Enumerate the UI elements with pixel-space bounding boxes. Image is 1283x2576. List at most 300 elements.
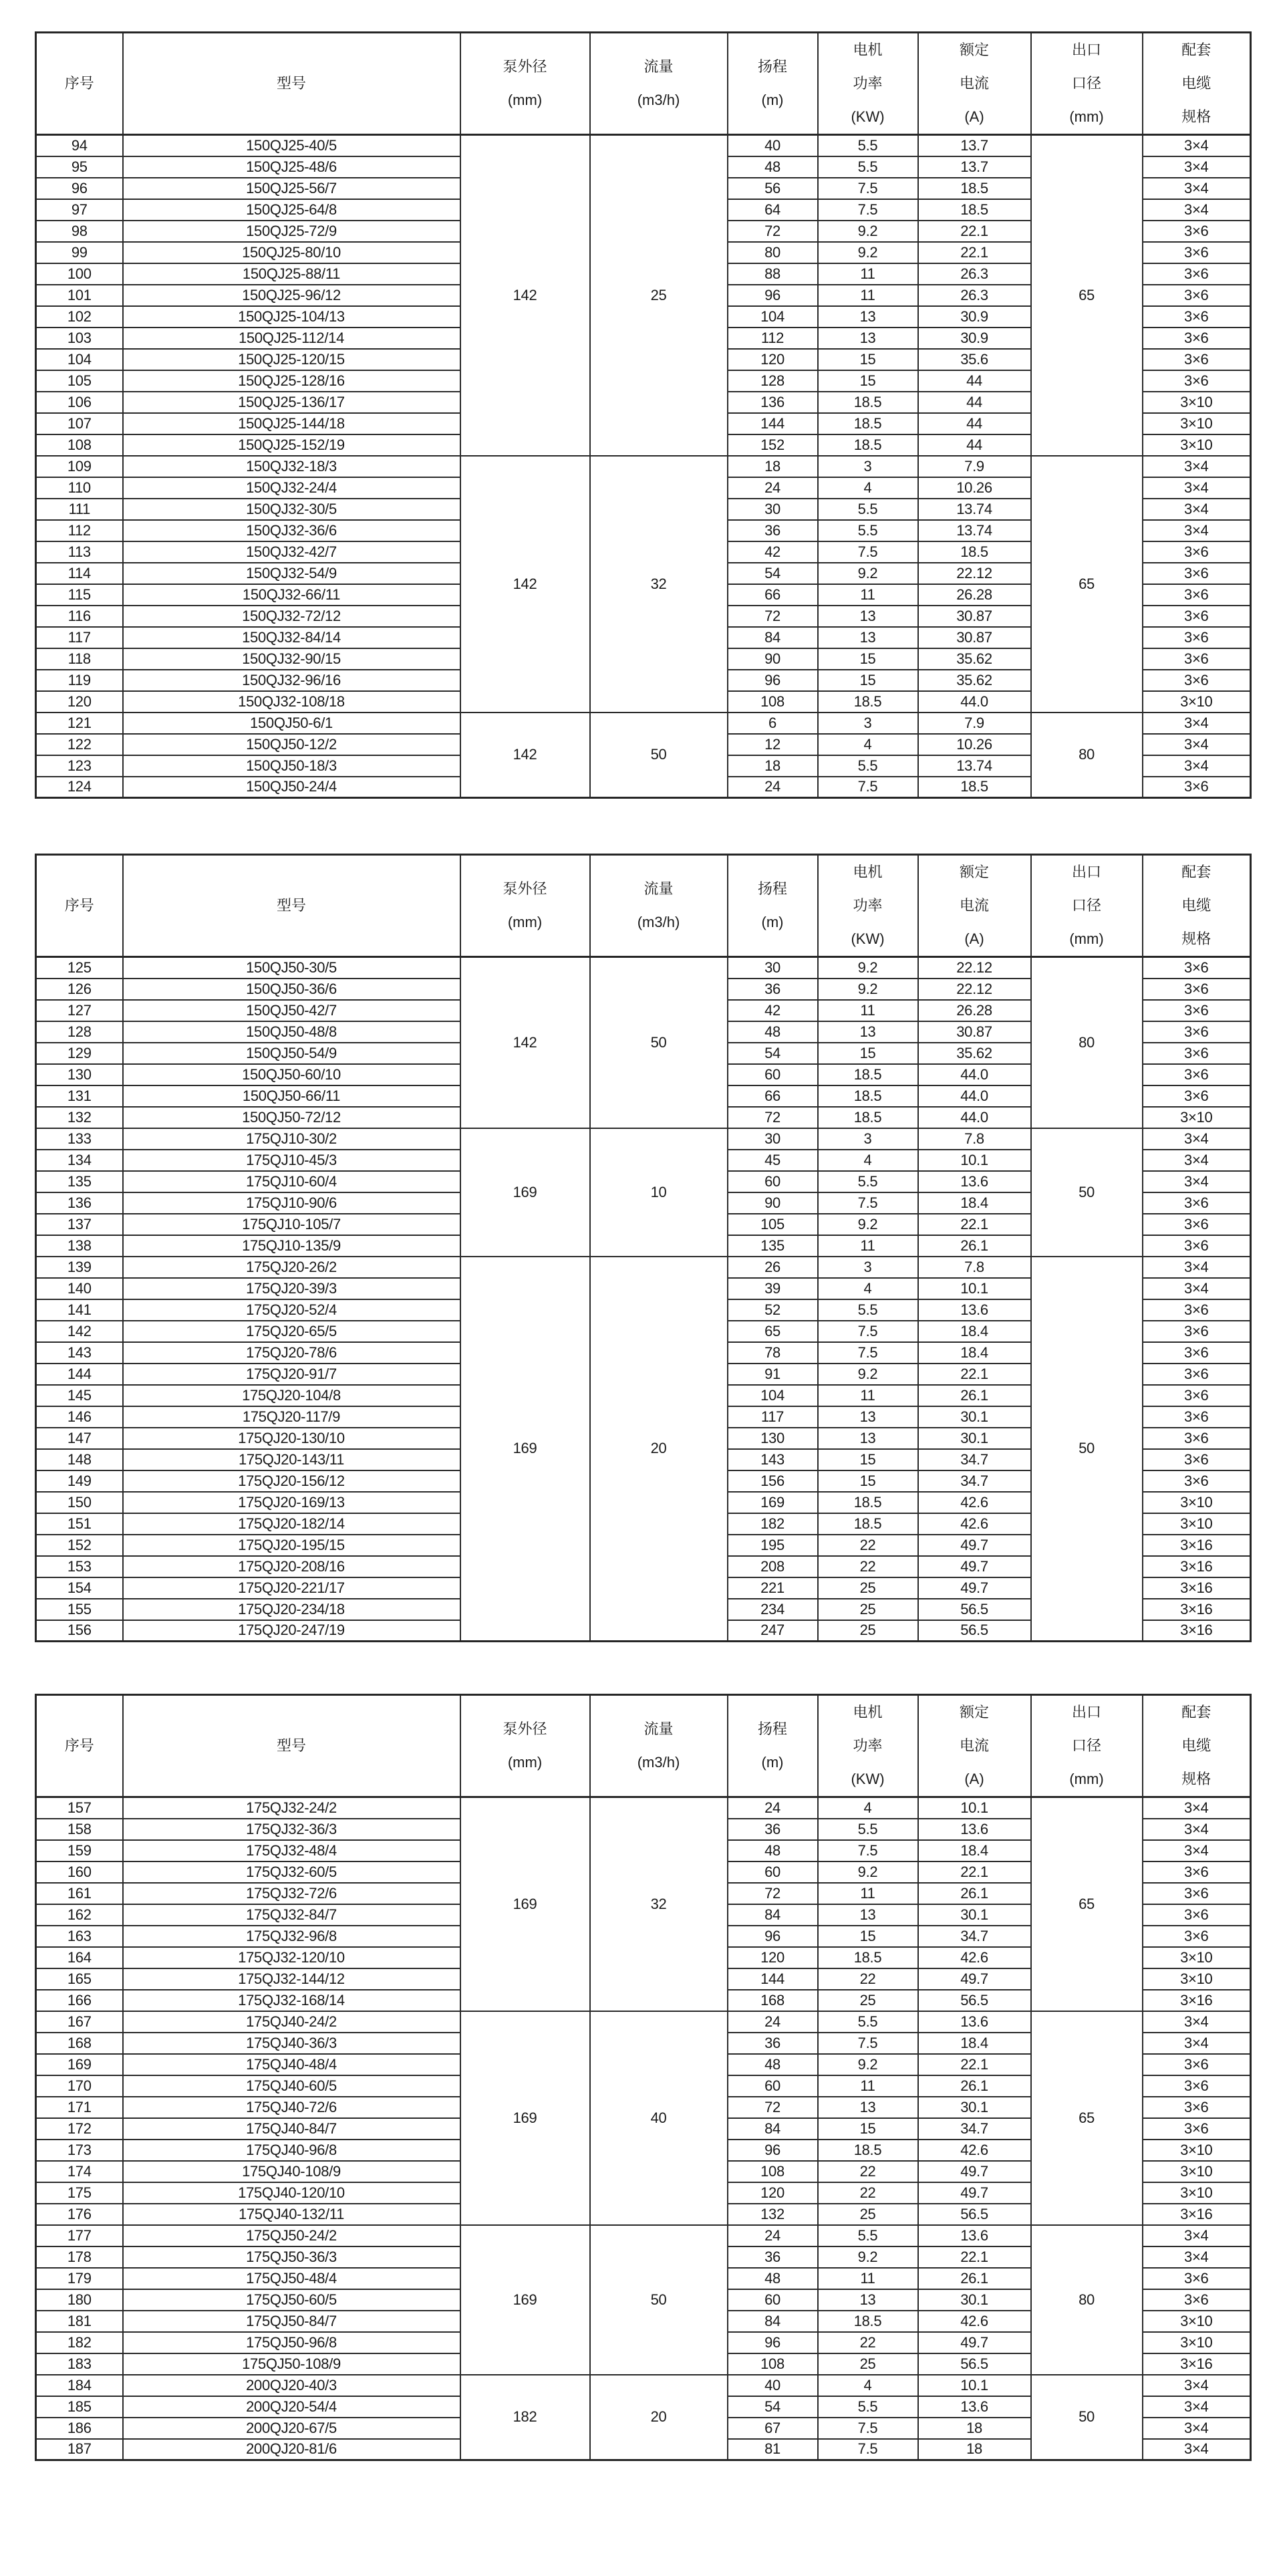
- cell-rated-current: 13.74: [918, 755, 1031, 777]
- cell-head: 48: [728, 1021, 818, 1043]
- cell-model: 200QJ20-54/4: [123, 2396, 460, 2418]
- cell-motor-power: 3: [818, 713, 918, 734]
- cell-flow-rate: 32: [590, 1797, 728, 2011]
- cell-serial-no: 116: [36, 606, 123, 627]
- column-header-power: [818, 855, 918, 957]
- cell-outlet-diameter: 80: [1031, 713, 1143, 798]
- cell-head: 24: [728, 2011, 818, 2033]
- cell-head: 120: [728, 2182, 818, 2204]
- header-row: [36, 1695, 1251, 1797]
- cell-head: 36: [728, 2033, 818, 2054]
- cell-head: 156: [728, 1470, 818, 1492]
- cell-flow-rate: 50: [590, 957, 728, 1128]
- cell-serial-no: 156: [36, 1620, 123, 1642]
- cell-motor-power: 15: [818, 1470, 918, 1492]
- cell-cable-spec: 3×4: [1143, 1150, 1251, 1171]
- cell-cable-spec: 3×6: [1143, 2289, 1251, 2311]
- cell-model: 175QJ32-72/6: [123, 1883, 460, 1904]
- column-header-power: [818, 33, 918, 135]
- cell-motor-power: 25: [818, 1990, 918, 2011]
- cell-head: 120: [728, 1947, 818, 1968]
- cell-motor-power: 15: [818, 1043, 918, 1064]
- cell-cable-spec: 3×6: [1143, 1406, 1251, 1428]
- column-header-line: 规格: [1181, 108, 1211, 125]
- cell-head: 96: [728, 2332, 818, 2353]
- cell-head: 144: [728, 1968, 818, 1990]
- cell-head: 132: [728, 2204, 818, 2225]
- cell-cable-spec: 3×4: [1143, 1819, 1251, 1840]
- cell-rated-current: 44: [918, 392, 1031, 413]
- cell-model: 175QJ20-52/4: [123, 1299, 460, 1321]
- cell-model: 150QJ25-80/10: [123, 242, 460, 263]
- column-header-line: (A): [964, 930, 984, 947]
- column-header-line: 型号: [276, 1737, 306, 1754]
- cell-serial-no: 152: [36, 1535, 123, 1556]
- cell-cable-spec: 3×6: [1143, 1235, 1251, 1257]
- cell-cable-spec: 3×4: [1143, 499, 1251, 520]
- cell-rated-current: 18: [918, 2439, 1031, 2460]
- cell-rated-current: 56.5: [918, 1620, 1031, 1642]
- cell-head: 247: [728, 1620, 818, 1642]
- cell-cable-spec: 3×10: [1143, 2140, 1251, 2161]
- cell-head: 18: [728, 755, 818, 777]
- cell-serial-no: 139: [36, 1257, 123, 1278]
- cell-serial-no: 159: [36, 1840, 123, 1861]
- cell-model: 175QJ20-26/2: [123, 1257, 460, 1278]
- cell-flow-rate: 25: [590, 135, 728, 456]
- cell-serial-no: 103: [36, 328, 123, 349]
- cell-motor-power: 3: [818, 1257, 918, 1278]
- cell-cable-spec: 3×6: [1143, 648, 1251, 670]
- cell-cable-spec: 3×10: [1143, 413, 1251, 434]
- cell-head: 96: [728, 2140, 818, 2161]
- table-row: [36, 1257, 1251, 1278]
- cell-head: 120: [728, 349, 818, 370]
- cell-pump-outer-diameter: 169: [460, 1797, 590, 2011]
- cell-motor-power: 18.5: [818, 1107, 918, 1128]
- cell-model: 150QJ25-64/8: [123, 199, 460, 221]
- cell-rated-current: 42.6: [918, 1492, 1031, 1513]
- column-header-line: 功率: [853, 897, 883, 914]
- cell-model: 175QJ40-108/9: [123, 2161, 460, 2182]
- cell-cable-spec: 3×6: [1143, 2118, 1251, 2140]
- cell-rated-current: 30.1: [918, 1406, 1031, 1428]
- cell-cable-spec: 3×6: [1143, 2268, 1251, 2289]
- cell-model: 150QJ32-96/16: [123, 670, 460, 691]
- cell-serial-no: 173: [36, 2140, 123, 2161]
- cell-serial-no: 157: [36, 1797, 123, 1819]
- cell-motor-power: 13: [818, 2289, 918, 2311]
- column-header-line: (mm): [507, 1754, 543, 1771]
- cell-head: 60: [728, 1171, 818, 1192]
- cell-rated-current: 26.28: [918, 1000, 1031, 1021]
- cell-cable-spec: 3×6: [1143, 1299, 1251, 1321]
- cell-model: 150QJ25-152/19: [123, 434, 460, 456]
- cell-serial-no: 133: [36, 1128, 123, 1150]
- cell-model: 175QJ40-24/2: [123, 2011, 460, 2033]
- cell-motor-power: 5.5: [818, 135, 918, 156]
- column-header-no: [36, 33, 123, 135]
- column-header-line: (A): [964, 1771, 984, 1787]
- cell-motor-power: 25: [818, 1620, 918, 1642]
- cell-cable-spec: 3×6: [1143, 1883, 1251, 1904]
- cell-cable-spec: 3×4: [1143, 178, 1251, 199]
- column-header-line: 规格: [1181, 1771, 1211, 1787]
- cell-model: 150QJ32-66/11: [123, 584, 460, 606]
- cell-rated-current: 30.1: [918, 2097, 1031, 2118]
- cell-model: 175QJ10-60/4: [123, 1171, 460, 1192]
- cell-head: 72: [728, 221, 818, 242]
- column-header-line: 型号: [276, 897, 306, 914]
- cell-serial-no: 154: [36, 1577, 123, 1599]
- cell-head: 24: [728, 1797, 818, 1819]
- cell-rated-current: 30.87: [918, 606, 1031, 627]
- cell-motor-power: 7.5: [818, 2418, 918, 2439]
- cell-head: 182: [728, 1513, 818, 1535]
- cell-head: 60: [728, 1861, 818, 1883]
- cell-motor-power: 11: [818, 1883, 918, 1904]
- cell-cable-spec: 3×6: [1143, 1192, 1251, 1214]
- cell-head: 108: [728, 691, 818, 713]
- cell-motor-power: 18.5: [818, 1513, 918, 1535]
- cell-motor-power: 18.5: [818, 1085, 918, 1107]
- cell-motor-power: 18.5: [818, 392, 918, 413]
- cell-rated-current: 22.12: [918, 957, 1031, 979]
- cell-rated-current: 44: [918, 413, 1031, 434]
- cell-model: 175QJ20-130/10: [123, 1428, 460, 1449]
- cell-serial-no: 155: [36, 1599, 123, 1620]
- cell-rated-current: 13.7: [918, 156, 1031, 178]
- cell-head: 88: [728, 263, 818, 285]
- cell-model: 175QJ32-84/7: [123, 1904, 460, 1926]
- cell-motor-power: 7.5: [818, 1342, 918, 1364]
- cell-cable-spec: 3×6: [1143, 370, 1251, 392]
- cell-rated-current: 13.6: [918, 1299, 1031, 1321]
- cell-rated-current: 56.5: [918, 1599, 1031, 1620]
- cell-pump-outer-diameter: 169: [460, 1257, 590, 1642]
- cell-motor-power: 5.5: [818, 2225, 918, 2246]
- cell-serial-no: 135: [36, 1171, 123, 1192]
- cell-cable-spec: 3×16: [1143, 2353, 1251, 2375]
- cell-flow-rate: 32: [590, 456, 728, 713]
- cell-serial-no: 165: [36, 1968, 123, 1990]
- cell-serial-no: 128: [36, 1021, 123, 1043]
- cell-cable-spec: 3×4: [1143, 456, 1251, 477]
- cell-head: 117: [728, 1406, 818, 1428]
- column-header-line: 出口: [1071, 41, 1101, 58]
- cell-head: 40: [728, 2375, 818, 2396]
- cell-serial-no: 160: [36, 1861, 123, 1883]
- cell-head: 104: [728, 306, 818, 328]
- cell-cable-spec: 3×6: [1143, 606, 1251, 627]
- cell-rated-current: 34.7: [918, 1449, 1031, 1470]
- cell-rated-current: 22.1: [918, 1364, 1031, 1385]
- cell-serial-no: 170: [36, 2075, 123, 2097]
- cell-rated-current: 7.9: [918, 713, 1031, 734]
- cell-serial-no: 181: [36, 2311, 123, 2332]
- cell-cable-spec: 3×4: [1143, 755, 1251, 777]
- column-header-line: (m): [761, 914, 784, 930]
- cell-serial-no: 119: [36, 670, 123, 691]
- cell-motor-power: 7.5: [818, 178, 918, 199]
- cell-rated-current: 22.1: [918, 242, 1031, 263]
- cell-rated-current: 44: [918, 370, 1031, 392]
- cell-pump-outer-diameter: 169: [460, 2225, 590, 2375]
- cell-serial-no: 158: [36, 1819, 123, 1840]
- cell-cable-spec: 3×4: [1143, 156, 1251, 178]
- cell-model: 150QJ25-48/6: [123, 156, 460, 178]
- cell-serial-no: 121: [36, 713, 123, 734]
- cell-motor-power: 18.5: [818, 691, 918, 713]
- column-header-flow: [590, 855, 728, 957]
- column-header-power: [818, 1695, 918, 1797]
- cell-model: 175QJ20-143/11: [123, 1449, 460, 1470]
- column-header-line: (m3/h): [637, 1754, 680, 1771]
- cell-head: 56: [728, 178, 818, 199]
- cell-model: 175QJ50-24/2: [123, 2225, 460, 2246]
- cell-serial-no: 166: [36, 1990, 123, 2011]
- cell-rated-current: 18.4: [918, 1342, 1031, 1364]
- cell-motor-power: 11: [818, 263, 918, 285]
- table-row: [36, 135, 1251, 156]
- header-row: [36, 855, 1251, 957]
- cell-cable-spec: 3×10: [1143, 2182, 1251, 2204]
- cell-motor-power: 11: [818, 285, 918, 306]
- cell-motor-power: 22: [818, 2161, 918, 2182]
- cell-model: 150QJ25-120/15: [123, 349, 460, 370]
- cell-cable-spec: 3×6: [1143, 1000, 1251, 1021]
- column-header-line: 出口: [1071, 864, 1101, 880]
- table-row: [36, 456, 1251, 477]
- cell-rated-current: 26.28: [918, 584, 1031, 606]
- cell-serial-no: 182: [36, 2332, 123, 2353]
- cell-cable-spec: 3×4: [1143, 1278, 1251, 1299]
- cell-model: 200QJ20-67/5: [123, 2418, 460, 2439]
- cell-head: 169: [728, 1492, 818, 1513]
- cell-cable-spec: 3×4: [1143, 1128, 1251, 1150]
- cell-serial-no: 113: [36, 541, 123, 563]
- column-header-line: 流量: [644, 1720, 674, 1737]
- cell-serial-no: 147: [36, 1428, 123, 1449]
- cell-serial-no: 99: [36, 242, 123, 263]
- cell-head: 96: [728, 1926, 818, 1947]
- cell-head: 152: [728, 434, 818, 456]
- cell-serial-no: 169: [36, 2054, 123, 2075]
- column-header-line: 额定: [959, 1704, 989, 1720]
- column-header-line: (mm): [507, 92, 543, 108]
- cell-motor-power: 15: [818, 1449, 918, 1470]
- column-header-head: [728, 33, 818, 135]
- cell-serial-no: 111: [36, 499, 123, 520]
- cell-motor-power: 15: [818, 2118, 918, 2140]
- column-header-out: [1031, 33, 1143, 135]
- cell-motor-power: 5.5: [818, 2396, 918, 2418]
- cell-motor-power: 5.5: [818, 2011, 918, 2033]
- column-header-line: (mm): [1069, 930, 1104, 947]
- column-header-line: 型号: [276, 75, 306, 92]
- column-header-od: [460, 33, 590, 135]
- column-header-line: (KW): [851, 108, 885, 125]
- column-header-line: 额定: [959, 864, 989, 880]
- cell-head: 108: [728, 2161, 818, 2182]
- table-row: [36, 713, 1251, 734]
- cell-model: 175QJ50-96/8: [123, 2332, 460, 2353]
- cell-rated-current: 49.7: [918, 1535, 1031, 1556]
- cell-head: 30: [728, 957, 818, 979]
- cell-model: 150QJ50-72/12: [123, 1107, 460, 1128]
- cell-rated-current: 22.1: [918, 2054, 1031, 2075]
- cell-rated-current: 44.0: [918, 691, 1031, 713]
- cell-serial-no: 98: [36, 221, 123, 242]
- cell-rated-current: 30.1: [918, 1904, 1031, 1926]
- cell-rated-current: 42.6: [918, 2311, 1031, 2332]
- cell-model: 175QJ32-36/3: [123, 1819, 460, 1840]
- cell-cable-spec: 3×4: [1143, 2418, 1251, 2439]
- spec-table-3: [35, 1694, 1252, 2461]
- cell-head: 135: [728, 1235, 818, 1257]
- column-header-head: [728, 1695, 818, 1797]
- column-header-out: [1031, 1695, 1143, 1797]
- cell-head: 72: [728, 2097, 818, 2118]
- cell-model: 175QJ20-169/13: [123, 1492, 460, 1513]
- cell-model: 150QJ50-12/2: [123, 734, 460, 755]
- cell-motor-power: 4: [818, 1797, 918, 1819]
- cell-head: 54: [728, 2396, 818, 2418]
- cell-motor-power: 11: [818, 2268, 918, 2289]
- cell-serial-no: 180: [36, 2289, 123, 2311]
- cell-cable-spec: 3×4: [1143, 2375, 1251, 2396]
- cell-head: 30: [728, 499, 818, 520]
- cell-cable-spec: 3×6: [1143, 1214, 1251, 1235]
- table-row: [36, 2225, 1251, 2246]
- cell-cable-spec: 3×6: [1143, 1043, 1251, 1064]
- cell-serial-no: 168: [36, 2033, 123, 2054]
- cell-motor-power: 4: [818, 2375, 918, 2396]
- cell-head: 39: [728, 1278, 818, 1299]
- table-row: [36, 1128, 1251, 1150]
- cell-motor-power: 13: [818, 1021, 918, 1043]
- cell-motor-power: 18.5: [818, 1064, 918, 1085]
- cell-model: 175QJ32-120/10: [123, 1947, 460, 1968]
- cell-rated-current: 56.5: [918, 2204, 1031, 2225]
- cell-rated-current: 26.3: [918, 263, 1031, 285]
- cell-cable-spec: 3×16: [1143, 1990, 1251, 2011]
- cell-serial-no: 136: [36, 1192, 123, 1214]
- cell-serial-no: 112: [36, 520, 123, 541]
- cell-head: 72: [728, 1107, 818, 1128]
- table-row: [36, 2375, 1251, 2396]
- cell-motor-power: 11: [818, 1235, 918, 1257]
- cell-serial-no: 179: [36, 2268, 123, 2289]
- column-header-line: 口径: [1071, 75, 1101, 92]
- cell-motor-power: 25: [818, 2353, 918, 2375]
- cell-pump-outer-diameter: 182: [460, 2375, 590, 2460]
- cell-cable-spec: 3×6: [1143, 2054, 1251, 2075]
- cell-motor-power: 3: [818, 1128, 918, 1150]
- cell-model: 175QJ40-36/3: [123, 2033, 460, 2054]
- cell-rated-current: 26.1: [918, 2268, 1031, 2289]
- cell-rated-current: 18.5: [918, 541, 1031, 563]
- column-header-line: (mm): [507, 914, 543, 930]
- cell-head: 42: [728, 1000, 818, 1021]
- cell-cable-spec: 3×4: [1143, 2011, 1251, 2033]
- cell-rated-current: 35.62: [918, 1043, 1031, 1064]
- column-header-line: (mm): [1069, 108, 1104, 125]
- cell-head: 96: [728, 670, 818, 691]
- column-header-curr: [918, 855, 1031, 957]
- column-header-line: 功率: [853, 75, 883, 92]
- cell-motor-power: 7.5: [818, 2033, 918, 2054]
- cell-rated-current: 10.1: [918, 1150, 1031, 1171]
- cell-rated-current: 18.5: [918, 777, 1031, 798]
- cell-cable-spec: 3×4: [1143, 2396, 1251, 2418]
- cell-cable-spec: 3×10: [1143, 1107, 1251, 1128]
- cell-serial-no: 141: [36, 1299, 123, 1321]
- cell-motor-power: 18.5: [818, 434, 918, 456]
- cell-rated-current: 18.4: [918, 2033, 1031, 2054]
- cell-head: 24: [728, 777, 818, 798]
- cell-rated-current: 22.12: [918, 979, 1031, 1000]
- cell-motor-power: 25: [818, 1577, 918, 1599]
- cell-cable-spec: 3×6: [1143, 627, 1251, 648]
- cell-serial-no: 102: [36, 306, 123, 328]
- cell-model: 150QJ32-84/14: [123, 627, 460, 648]
- cell-cable-spec: 3×6: [1143, 1904, 1251, 1926]
- column-header-flow: [590, 1695, 728, 1797]
- cell-rated-current: 35.62: [918, 670, 1031, 691]
- table-row: [36, 2011, 1251, 2033]
- cell-model: 150QJ50-54/9: [123, 1043, 460, 1064]
- cell-serial-no: 105: [36, 370, 123, 392]
- column-header-line: 电机: [853, 41, 883, 58]
- cell-model: 150QJ50-66/11: [123, 1085, 460, 1107]
- cell-head: 84: [728, 627, 818, 648]
- cell-head: 168: [728, 1990, 818, 2011]
- cell-motor-power: 5.5: [818, 1819, 918, 1840]
- cell-head: 30: [728, 1128, 818, 1150]
- cell-model: 175QJ32-48/4: [123, 1840, 460, 1861]
- cell-cable-spec: 3×6: [1143, 979, 1251, 1000]
- cell-rated-current: 13.6: [918, 2396, 1031, 2418]
- cell-model: 175QJ20-117/9: [123, 1406, 460, 1428]
- cell-rated-current: 44.0: [918, 1064, 1031, 1085]
- cell-model: 175QJ40-120/10: [123, 2182, 460, 2204]
- cell-flow-rate: 40: [590, 2011, 728, 2225]
- cell-model: 175QJ10-135/9: [123, 1235, 460, 1257]
- cell-rated-current: 13.6: [918, 2225, 1031, 2246]
- cell-head: 234: [728, 1599, 818, 1620]
- cell-cable-spec: 3×4: [1143, 734, 1251, 755]
- cell-rated-current: 49.7: [918, 1968, 1031, 1990]
- cell-rated-current: 26.1: [918, 1235, 1031, 1257]
- cell-model: 175QJ32-60/5: [123, 1861, 460, 1883]
- cell-head: 54: [728, 563, 818, 584]
- cell-head: 96: [728, 285, 818, 306]
- cell-model: 150QJ50-48/8: [123, 1021, 460, 1043]
- cell-serial-no: 97: [36, 199, 123, 221]
- cell-cable-spec: 3×4: [1143, 2246, 1251, 2268]
- cell-serial-no: 118: [36, 648, 123, 670]
- cell-motor-power: 4: [818, 1150, 918, 1171]
- cell-cable-spec: 3×10: [1143, 1968, 1251, 1990]
- cell-serial-no: 107: [36, 413, 123, 434]
- header-row: [36, 33, 1251, 135]
- cell-cable-spec: 3×6: [1143, 263, 1251, 285]
- cell-rated-current: 49.7: [918, 2332, 1031, 2353]
- cell-head: 48: [728, 1840, 818, 1861]
- column-header-cable: [1143, 855, 1251, 957]
- cell-head: 195: [728, 1535, 818, 1556]
